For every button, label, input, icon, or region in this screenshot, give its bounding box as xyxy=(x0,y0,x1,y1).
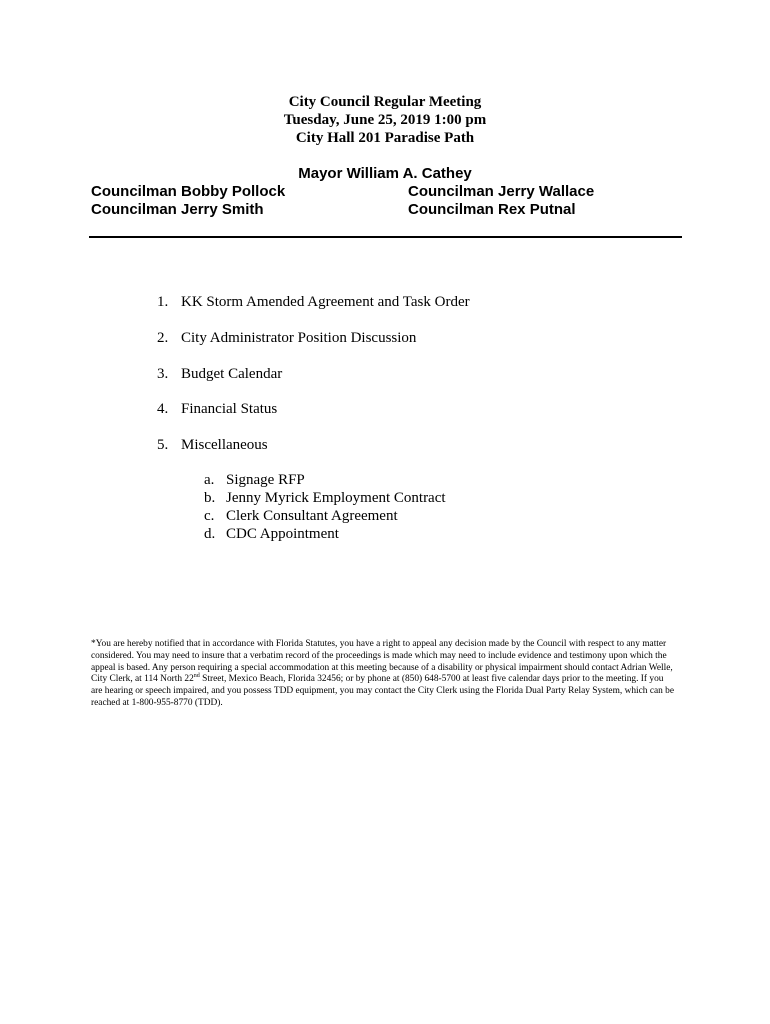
sub-item-letter: d. xyxy=(204,526,216,542)
sub-item-text: Signage RFP xyxy=(226,472,305,488)
agenda-item-number: 1. xyxy=(157,294,169,310)
header-divider xyxy=(89,236,682,238)
notice-superscript: nd xyxy=(193,673,200,680)
agenda-item-text: City Administrator Position Discussion xyxy=(181,330,417,346)
sub-item-text: Clerk Consultant Agreement xyxy=(226,508,398,524)
notice-text: *You are hereby notified that in accordance with Florida Statutes, you have a right to appeal any decision made by the Council with respect to any matter considered. You may need to insure that a verbatim record of the proceedings is made which may need to include evidence and testimony upon which the appeal is based. Any person requiring a special accommodation at this meeting because of a disability or physical impairment should contact Adrian Welle, City Clerk, at 114 North 22 xyxy=(91,639,673,685)
sub-item-letter: b. xyxy=(204,490,216,506)
agenda-item-text: Miscellaneous xyxy=(181,437,268,453)
sub-item-letter: a. xyxy=(204,472,215,488)
agenda-item-text: KK Storm Amended Agreement and Task Order xyxy=(181,294,470,310)
councilman-left-1: Councilman Bobby Pollock xyxy=(91,183,286,200)
sub-item-letter: c. xyxy=(204,508,215,524)
agenda-item-number: 4. xyxy=(157,401,169,417)
meeting-title: City Council Regular Meeting xyxy=(288,94,482,110)
agenda-item-text: Financial Status xyxy=(181,401,278,417)
meeting-header xyxy=(0,93,770,147)
councilman-left-2: Councilman Jerry Smith xyxy=(91,201,264,218)
appeal-notice xyxy=(91,639,677,710)
agenda-item-text: Budget Calendar xyxy=(181,366,283,382)
councilman-right-2: Councilman Rex Putnal xyxy=(408,201,576,218)
agenda-item-number: 5. xyxy=(157,437,169,453)
agenda-item-number: 2. xyxy=(157,330,169,346)
meeting-location: City Hall 201 Paradise Path xyxy=(295,130,475,146)
sub-item-text: CDC Appointment xyxy=(226,526,339,542)
sub-item-text: Jenny Myrick Employment Contract xyxy=(226,490,446,506)
meeting-date-time: Tuesday, June 25, 2019 1:00 pm xyxy=(283,112,487,128)
notice-text-continued: Street, Mexico Beach, Florida 32456; or by phone at (850) 648-5700 at least five calendar days prior to the meeting. If you are hearing or speech impaired, and you possess TDD equipment, you may contact the City Clerk using the Florida Dual Party Relay System, which can be reached at 1-800-955-8770 (TDD). xyxy=(91,674,675,708)
mayor-name: Mayor William A. Cathey xyxy=(298,165,472,182)
agenda-item-number: 3. xyxy=(157,366,169,382)
councilman-right-1: Councilman Jerry Wallace xyxy=(408,183,595,200)
